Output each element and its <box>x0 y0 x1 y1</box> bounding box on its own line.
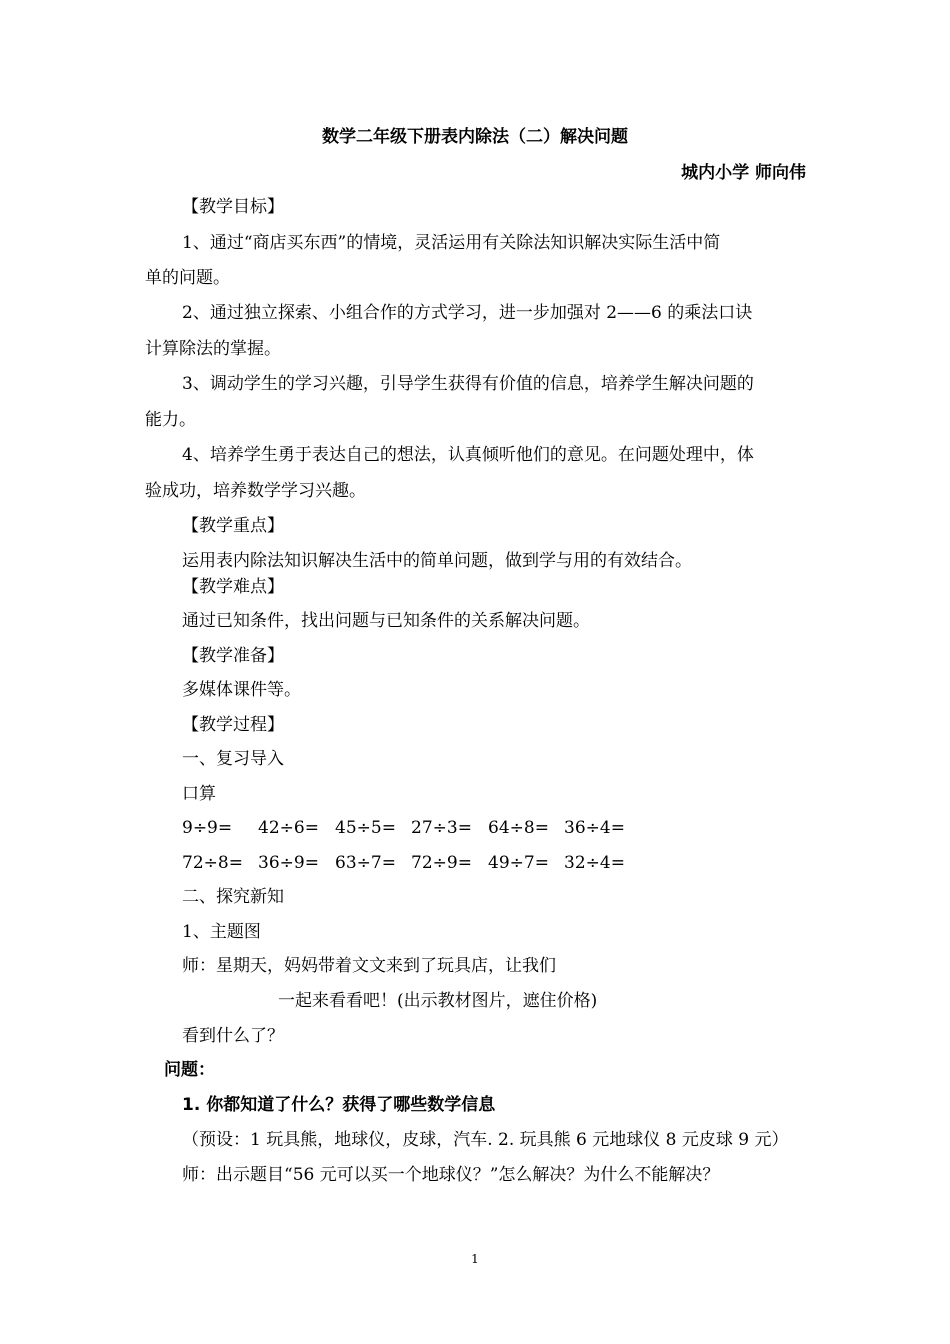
calc-item: 36÷9= <box>258 853 319 873</box>
goal-3-line-2: 能力。 <box>145 410 196 430</box>
prep-heading: 【教学准备】 <box>182 646 284 666</box>
section-2-heading: 二、探究新知 <box>182 887 284 907</box>
author-line: 城内小学 师向伟 <box>681 163 806 183</box>
calc-item: 27÷3= <box>411 818 472 838</box>
calc-item: 36÷4= <box>564 818 625 838</box>
calc-item: 42÷6= <box>258 818 319 838</box>
goals-heading: 【教学目标】 <box>182 197 284 217</box>
keypoint-text: 运用表内除法知识解决生活中的简单问题，做到学与用的有效结合。 <box>182 551 692 571</box>
calc-item: 49÷7= <box>488 853 549 873</box>
goal-3-line-1: 3、调动学生的学习兴趣，引导学生获得有价值的信息，培养学生解决问题的 <box>182 374 754 394</box>
difficulty-heading: 【教学难点】 <box>182 577 284 597</box>
goal-1-line-1: 1、通过“商店买东西”的情境，灵活运用有关除法知识解决实际生活中简 <box>182 233 721 253</box>
teacher-question: 师：出示题目“56 元可以买一个地球仪？”怎么解决？为什么不能解决？ <box>182 1165 720 1185</box>
goal-2-line-2: 计算除法的掌握。 <box>145 339 281 359</box>
calc-item: 63÷7= <box>335 853 396 873</box>
process-heading: 【教学过程】 <box>182 715 284 735</box>
topic-map-label: 1、主题图 <box>182 922 261 942</box>
calc-item: 9÷9= <box>182 818 233 838</box>
calc-item: 32÷4= <box>564 853 625 873</box>
page-number: 1 <box>471 1252 479 1266</box>
goal-4-line-2: 验成功，培养数学学习兴趣。 <box>145 481 366 501</box>
question-label: 问题： <box>164 1060 215 1080</box>
difficulty-text: 通过已知条件，找出问题与已知条件的关系解决问题。 <box>182 611 590 631</box>
teacher-line-1: 师：星期天，妈妈带着文文来到了玩具店，让我们 <box>182 956 556 976</box>
calc-item: 45÷5= <box>335 818 396 838</box>
see-what-line: 看到什么了？ <box>182 1026 284 1046</box>
calc-item: 72÷9= <box>411 853 472 873</box>
teacher-line-2: 一起来看看吧！(出示教材图片，遮住价格) <box>278 991 598 1011</box>
section-1-heading: 一、复习导入 <box>182 749 284 769</box>
prep-text: 多媒体课件等。 <box>182 680 301 700</box>
question-1: 1. 你都知道了什么？获得了哪些数学信息 <box>182 1095 496 1115</box>
preset-answer: （预设：1 玩具熊，地球仪，皮球，汽车. 2. 玩具熊 6 元地球仪 8 元皮球 9 元） <box>182 1130 789 1150</box>
keypoint-heading: 【教学重点】 <box>182 516 284 536</box>
calc-item: 64÷8= <box>488 818 549 838</box>
document-title: 数学二年级下册表内除法（二）解决问题 <box>322 127 628 147</box>
goal-4-line-1: 4、培养学生勇于表达自己的想法，认真倾听他们的意见。在问题处理中，体 <box>182 445 754 465</box>
goal-2-line-1: 2、通过独立探索、小组合作的方式学习，进一步加强对 2——6 的乘法口诀 <box>182 303 753 323</box>
goal-1-line-2: 单的问题。 <box>145 268 230 288</box>
oral-calc-label: 口算 <box>182 784 216 804</box>
calc-item: 72÷8= <box>182 853 243 873</box>
